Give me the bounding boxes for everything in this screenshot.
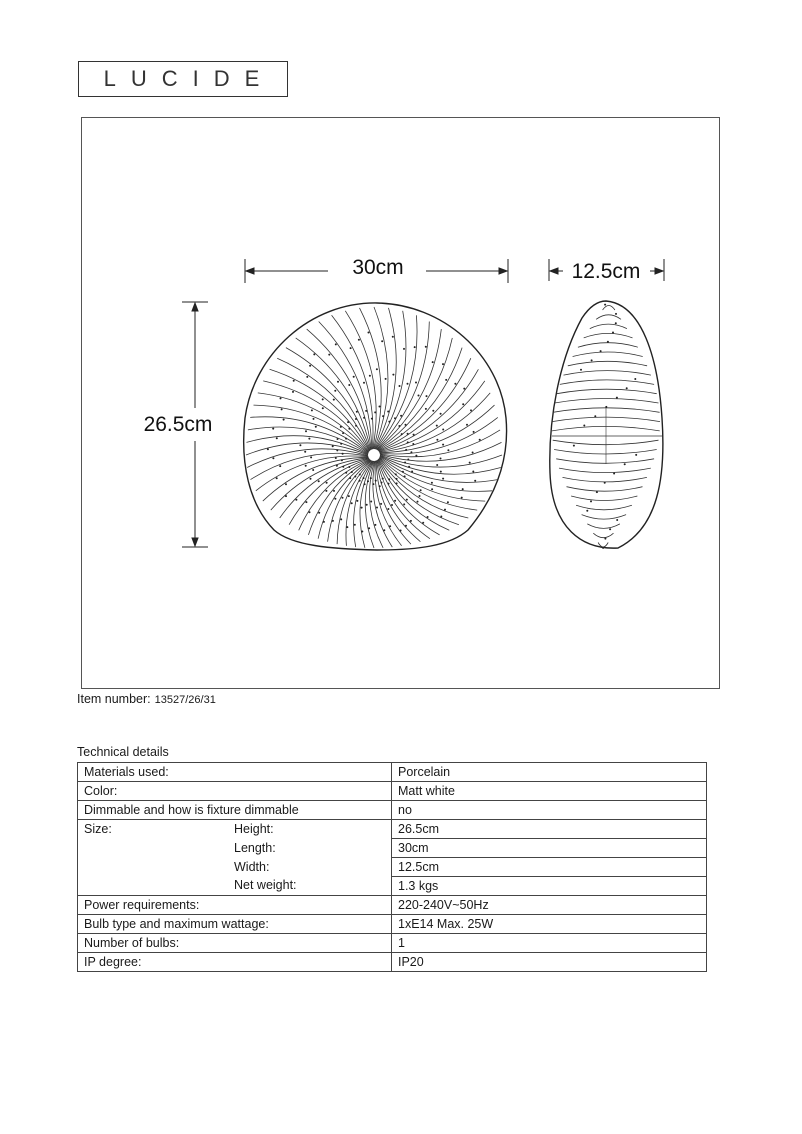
side-dot [616, 397, 618, 399]
front-dot [387, 411, 389, 413]
side-dot [583, 425, 585, 427]
front-dot [328, 354, 330, 356]
front-dot [361, 531, 363, 533]
front-dot [388, 478, 390, 480]
front-dot [388, 421, 390, 423]
front-dot [334, 390, 336, 392]
front-dot [479, 439, 481, 441]
front-dot [403, 503, 405, 505]
front-dot [379, 406, 381, 408]
front-dot [383, 529, 385, 531]
front-dot [285, 483, 287, 485]
front-dot [406, 499, 408, 501]
front-dot [394, 417, 396, 419]
front-dot [363, 382, 365, 384]
front-dot [404, 475, 406, 477]
side-dot [615, 322, 617, 324]
side-dot [600, 350, 602, 352]
spec-value: 220-240V~50Hz [392, 896, 707, 915]
front-dot [347, 421, 349, 423]
front-dot [415, 382, 417, 384]
spec-value: 1xE14 Max. 25W [392, 915, 707, 934]
front-dot [333, 490, 335, 492]
front-dot [340, 443, 342, 445]
front-dot [348, 466, 350, 468]
front-dot [342, 432, 344, 434]
front-dot [305, 465, 307, 467]
front-dot [346, 526, 348, 528]
front-dot [401, 433, 403, 435]
technical-details-table [77, 762, 707, 972]
front-dot [445, 379, 447, 381]
front-dot [267, 448, 269, 450]
front-dot [308, 438, 310, 440]
front-dot [354, 476, 356, 478]
front-dot [473, 431, 475, 433]
front-dot [367, 480, 369, 482]
front-dot [413, 434, 415, 436]
front-dot [342, 453, 344, 455]
spec-label-cell [78, 820, 392, 839]
front-dot [394, 500, 396, 502]
item-number [77, 692, 216, 706]
spec-value: 30cm [392, 839, 707, 858]
front-dot [431, 482, 433, 484]
front-dot [332, 520, 334, 522]
front-dot [309, 511, 311, 513]
front-dot [293, 380, 295, 382]
front-dot [340, 518, 342, 520]
front-dot [337, 438, 339, 440]
front-dot [442, 478, 444, 480]
front-dot [400, 530, 402, 532]
front-dot [369, 375, 371, 377]
table-row [78, 839, 707, 858]
side-dot [615, 313, 617, 315]
front-dot [295, 499, 297, 501]
side-dot [635, 454, 637, 456]
front-dot [361, 507, 363, 509]
side-dot [596, 491, 598, 493]
side-dot [616, 519, 618, 521]
front-dot [334, 498, 336, 500]
front-dot [305, 430, 307, 432]
front-dot [306, 376, 308, 378]
front-dot [335, 457, 337, 459]
spec-label: Power requirements: [84, 897, 200, 912]
spec-label-cell [78, 839, 392, 858]
side-dot [626, 387, 628, 389]
front-dot [407, 459, 409, 461]
front-dot [364, 483, 366, 485]
front-dot [315, 426, 317, 428]
front-dot [355, 425, 357, 427]
side-dot [573, 445, 575, 447]
front-dot [280, 397, 282, 399]
front-dot [454, 383, 456, 385]
front-dot [425, 408, 427, 410]
brand-logo [78, 61, 288, 97]
spec-label-cell [78, 858, 392, 877]
front-dot [348, 495, 350, 497]
front-dot [332, 445, 334, 447]
front-dot [326, 482, 328, 484]
front-dot [368, 527, 370, 529]
front-dot [402, 471, 404, 473]
spec-sublabel: Net weight: [234, 878, 297, 893]
front-dot [415, 455, 417, 457]
table-row [78, 953, 707, 972]
spec-label: Color: [84, 783, 118, 798]
front-dot [407, 441, 409, 443]
table-row [78, 896, 707, 915]
spec-label: Size: [84, 821, 112, 836]
front-dot [444, 509, 446, 511]
side-dot [604, 304, 606, 306]
front-dot [276, 477, 278, 479]
front-dot [342, 466, 344, 468]
front-dot [305, 501, 307, 503]
spec-label-cell [78, 877, 392, 896]
front-dot [336, 449, 338, 451]
front-dot [398, 425, 400, 427]
front-dot [447, 449, 449, 451]
front-dot [382, 415, 384, 417]
front-dot [432, 410, 434, 412]
front-dot [363, 417, 365, 419]
front-dot [399, 385, 401, 387]
front-dot [322, 407, 324, 409]
front-dot [313, 418, 315, 420]
front-dot [365, 410, 367, 412]
front-dot [342, 497, 344, 499]
front-dot [325, 490, 327, 492]
front-dot [333, 399, 335, 401]
front-dot [358, 339, 360, 341]
front-dot [440, 471, 442, 473]
front-dot [372, 483, 374, 485]
front-dot [400, 415, 402, 417]
table-row [78, 915, 707, 934]
front-dot [335, 343, 337, 345]
front-dot [309, 365, 311, 367]
table-row [78, 877, 707, 896]
front-dot [340, 426, 342, 428]
front-dot [392, 374, 394, 376]
front-dot [363, 477, 365, 479]
front-dot [311, 409, 313, 411]
table-row [78, 934, 707, 953]
front-dot [466, 424, 468, 426]
front-dot [420, 489, 422, 491]
front-dot [474, 480, 476, 482]
front-dot [436, 464, 438, 466]
spec-value: Matt white [392, 782, 707, 801]
front-dot [351, 471, 353, 473]
front-dot [376, 368, 378, 370]
spec-label: Materials used: [84, 764, 169, 779]
front-dot [442, 363, 444, 365]
front-dot [442, 429, 444, 431]
front-dot [345, 438, 347, 440]
front-dot [417, 501, 419, 503]
front-dot [407, 383, 409, 385]
front-dot [368, 332, 370, 334]
table-row [78, 858, 707, 877]
front-dot [436, 439, 438, 441]
spec-sublabel: Length: [234, 840, 276, 855]
front-dot [405, 449, 407, 451]
front-dot [318, 512, 320, 514]
table-row [78, 782, 707, 801]
front-dot [379, 485, 381, 487]
front-dot [431, 488, 433, 490]
side-dot [624, 463, 626, 465]
side-dot [602, 547, 604, 549]
front-dot [349, 477, 351, 479]
front-dot [396, 482, 398, 484]
brand-logo-text: LUCIDE [103, 66, 275, 91]
spec-label-cell [78, 763, 392, 782]
front-dot [462, 488, 464, 490]
spec-label-cell [78, 953, 392, 972]
front-dot [427, 516, 429, 518]
front-dot [381, 340, 383, 342]
spec-label: Number of bulbs: [84, 935, 180, 950]
front-dot [432, 361, 434, 363]
spec-label: Bulb type and maximum wattage: [84, 916, 269, 931]
item-number-label: Item number: [77, 692, 151, 706]
front-dot [370, 501, 372, 503]
front-dot [403, 348, 405, 350]
spec-value: 12.5cm [392, 858, 707, 877]
front-dot [310, 456, 312, 458]
front-dot [355, 418, 357, 420]
spec-label: Dimmable and how is fixture dimmable [84, 802, 299, 817]
front-dot [382, 478, 384, 480]
front-dot [370, 477, 372, 479]
front-dot [312, 469, 314, 471]
front-dot [354, 524, 356, 526]
front-dot [281, 408, 283, 410]
front-dot [336, 465, 338, 467]
front-dot [318, 480, 320, 482]
front-dot [392, 336, 394, 338]
spec-label: IP degree: [84, 954, 142, 969]
front-dot [387, 508, 389, 510]
front-dot [337, 381, 339, 383]
front-dot [299, 444, 301, 446]
spec-value: Porcelain [392, 763, 707, 782]
front-dot [440, 458, 442, 460]
front-dot [350, 347, 352, 349]
front-dot [461, 497, 463, 499]
side-dot [580, 369, 582, 371]
front-dot [322, 398, 324, 400]
side-dot [591, 359, 593, 361]
front-width-label: 30cm [352, 256, 404, 279]
front-dot [366, 504, 368, 506]
table-row [78, 763, 707, 782]
front-dot [283, 419, 285, 421]
spec-value: 1.3 kgs [392, 877, 707, 896]
front-dot [381, 482, 383, 484]
front-dot [313, 353, 315, 355]
front-dot [407, 433, 409, 435]
front-dot [310, 478, 312, 480]
front-dot [414, 346, 416, 348]
side-dot [586, 510, 588, 512]
side-dot [590, 500, 592, 502]
table-row [78, 820, 707, 839]
front-dot [348, 384, 350, 386]
front-dot [472, 452, 474, 454]
technical-details-title: Technical details [77, 745, 169, 759]
front-dot [389, 525, 391, 527]
front-dot [304, 451, 306, 453]
front-dot [374, 524, 376, 526]
front-dot [447, 501, 449, 503]
front-dot [353, 376, 355, 378]
front-dot [462, 403, 464, 405]
front-dot [404, 462, 406, 464]
side-dot [607, 341, 609, 343]
front-dot [463, 388, 465, 390]
front-dot [436, 425, 438, 427]
front-dot [356, 500, 358, 502]
front-dot [276, 437, 278, 439]
front-dot [418, 395, 420, 397]
front-dot [440, 413, 442, 415]
front-dot [396, 478, 398, 480]
front-dot [279, 465, 281, 467]
spec-label-cell [78, 934, 392, 953]
side-dot [634, 378, 636, 380]
front-dot [385, 378, 387, 380]
front-dot [442, 444, 444, 446]
front-dot [469, 462, 471, 464]
front-dot [292, 391, 294, 393]
front-dot [376, 507, 378, 509]
spec-sublabel: Height: [234, 821, 274, 836]
front-dot [411, 471, 413, 473]
front-dot [388, 483, 390, 485]
spec-label-cell [78, 915, 392, 934]
front-dot [285, 495, 287, 497]
spec-value: 1 [392, 934, 707, 953]
front-dot [356, 411, 358, 413]
front-dot [375, 480, 377, 482]
spec-sublabel: Width: [234, 859, 270, 874]
side-dot [605, 406, 607, 408]
front-dot [272, 457, 274, 459]
front-dot [359, 480, 361, 482]
front-height-label: 26.5cm [143, 413, 213, 436]
side-dot [604, 538, 606, 540]
side-dot [612, 332, 614, 334]
front-dot [345, 472, 347, 474]
table-row [78, 801, 707, 820]
spec-label-cell [78, 782, 392, 801]
drawing-frame [81, 117, 720, 689]
front-dot [470, 409, 472, 411]
side-dot [609, 528, 611, 530]
spec-label-cell [78, 896, 392, 915]
item-number-value: 13527/26/31 [154, 694, 216, 706]
side-dot [613, 473, 615, 475]
front-dot [374, 411, 376, 413]
spec-value: IP20 [392, 953, 707, 972]
front-view-lamp [244, 303, 507, 550]
front-dot [422, 522, 424, 524]
front-dot [348, 428, 350, 430]
spec-label-cell [78, 801, 392, 820]
front-dot [351, 502, 353, 504]
front-dot [341, 459, 343, 461]
front-dot [412, 443, 414, 445]
spec-value: 26.5cm [392, 820, 707, 839]
front-dot [405, 525, 407, 527]
front-dot [380, 503, 382, 505]
front-dot [472, 471, 474, 473]
front-dot [323, 521, 325, 523]
side-dot [604, 482, 606, 484]
front-dot [359, 474, 361, 476]
lamp-drawing [82, 118, 721, 690]
front-dot [419, 495, 421, 497]
front-dot [272, 428, 274, 430]
front-dot [405, 424, 407, 426]
front-dot [440, 516, 442, 518]
front-dot [391, 504, 393, 506]
side-view-lamp [550, 301, 663, 549]
front-dot [425, 346, 427, 348]
front-dot [408, 466, 410, 468]
side-dot [594, 415, 596, 417]
front-dot [410, 451, 412, 453]
front-dot [410, 520, 412, 522]
spec-value: no [392, 801, 707, 820]
front-dot [426, 395, 428, 397]
front-dot [395, 473, 397, 475]
front-dot [371, 418, 373, 420]
side-depth-label: 12.5cm [571, 260, 641, 283]
